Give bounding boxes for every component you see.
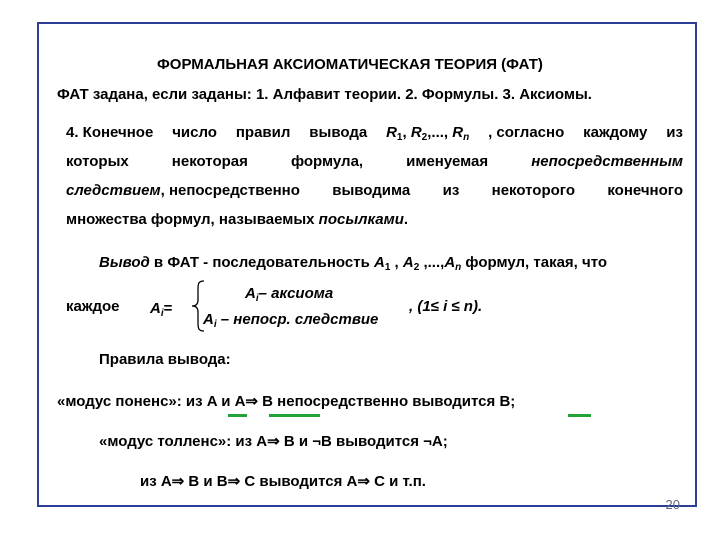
item4-line2 bbox=[66, 153, 683, 171]
ai-lhs: $A_i=$ bbox=[150, 300, 173, 319]
case-axiom: $A_i-$ аксиома bbox=[245, 285, 334, 304]
word: некоторого bbox=[491, 182, 575, 199]
word: из bbox=[666, 124, 683, 141]
example-rule: из A⇒ B и B⇒ C выводится A⇒ C и т.п. bbox=[140, 473, 426, 490]
each-label: каждое bbox=[66, 298, 120, 315]
modus-ponens: «модус поненс»: из A и A⇒ B непосредственно выводится B; bbox=[57, 393, 516, 410]
item4-line1 bbox=[66, 124, 683, 147]
word: конечного bbox=[607, 182, 683, 199]
item4-line3 bbox=[66, 182, 683, 200]
rule-list: $R_1$, $R_2$,..., $R_n$ bbox=[386, 124, 470, 143]
case-consequence: $A_i$ – непоср. следствие bbox=[203, 311, 379, 330]
word: формула, bbox=[290, 153, 364, 170]
word: , согласно bbox=[488, 124, 565, 141]
index-range: , (1≤ i ≤ n). bbox=[409, 298, 483, 315]
term-immediate: непосредственным bbox=[531, 153, 683, 170]
word: выводима bbox=[332, 182, 411, 199]
word: каждому bbox=[583, 124, 648, 141]
underline-a bbox=[228, 414, 247, 417]
word: вывода bbox=[309, 124, 368, 141]
underline-b bbox=[568, 414, 591, 417]
word: из bbox=[442, 182, 460, 199]
word: именуемая bbox=[406, 153, 489, 170]
rules-heading: Правила вывода: bbox=[99, 351, 231, 368]
word: 4. Конечное bbox=[66, 124, 154, 141]
slide-title: ФОРМАЛЬНАЯ АКСИОМАТИЧЕСКАЯ ТЕОРИЯ (ФАТ) bbox=[157, 56, 543, 73]
item4-line4: множества формул, называемых посылками. bbox=[66, 211, 409, 228]
underline-a-implies-b bbox=[269, 414, 320, 417]
word: правил bbox=[235, 124, 291, 141]
word: которых bbox=[66, 153, 129, 170]
page-number: 20 bbox=[665, 497, 680, 512]
term-premises: посылками bbox=[318, 211, 404, 228]
word: некоторая bbox=[171, 153, 248, 170]
derivation-definition: Вывод в ФАТ - последовательность $A_1$ , $A_2$ $,...,A_n$ формул, такая, что bbox=[99, 254, 608, 273]
term-consequence: следствием, непосредственно bbox=[66, 182, 300, 199]
modus-tollens: «модус толленс»: из A⇒ B и ¬B выводится ¬A; bbox=[99, 433, 448, 450]
fat-definition-line: ФАТ задана, если заданы: 1. Алфавит теории. 2. Формулы. 3. Аксиомы. bbox=[57, 86, 592, 103]
word: число bbox=[172, 124, 217, 141]
